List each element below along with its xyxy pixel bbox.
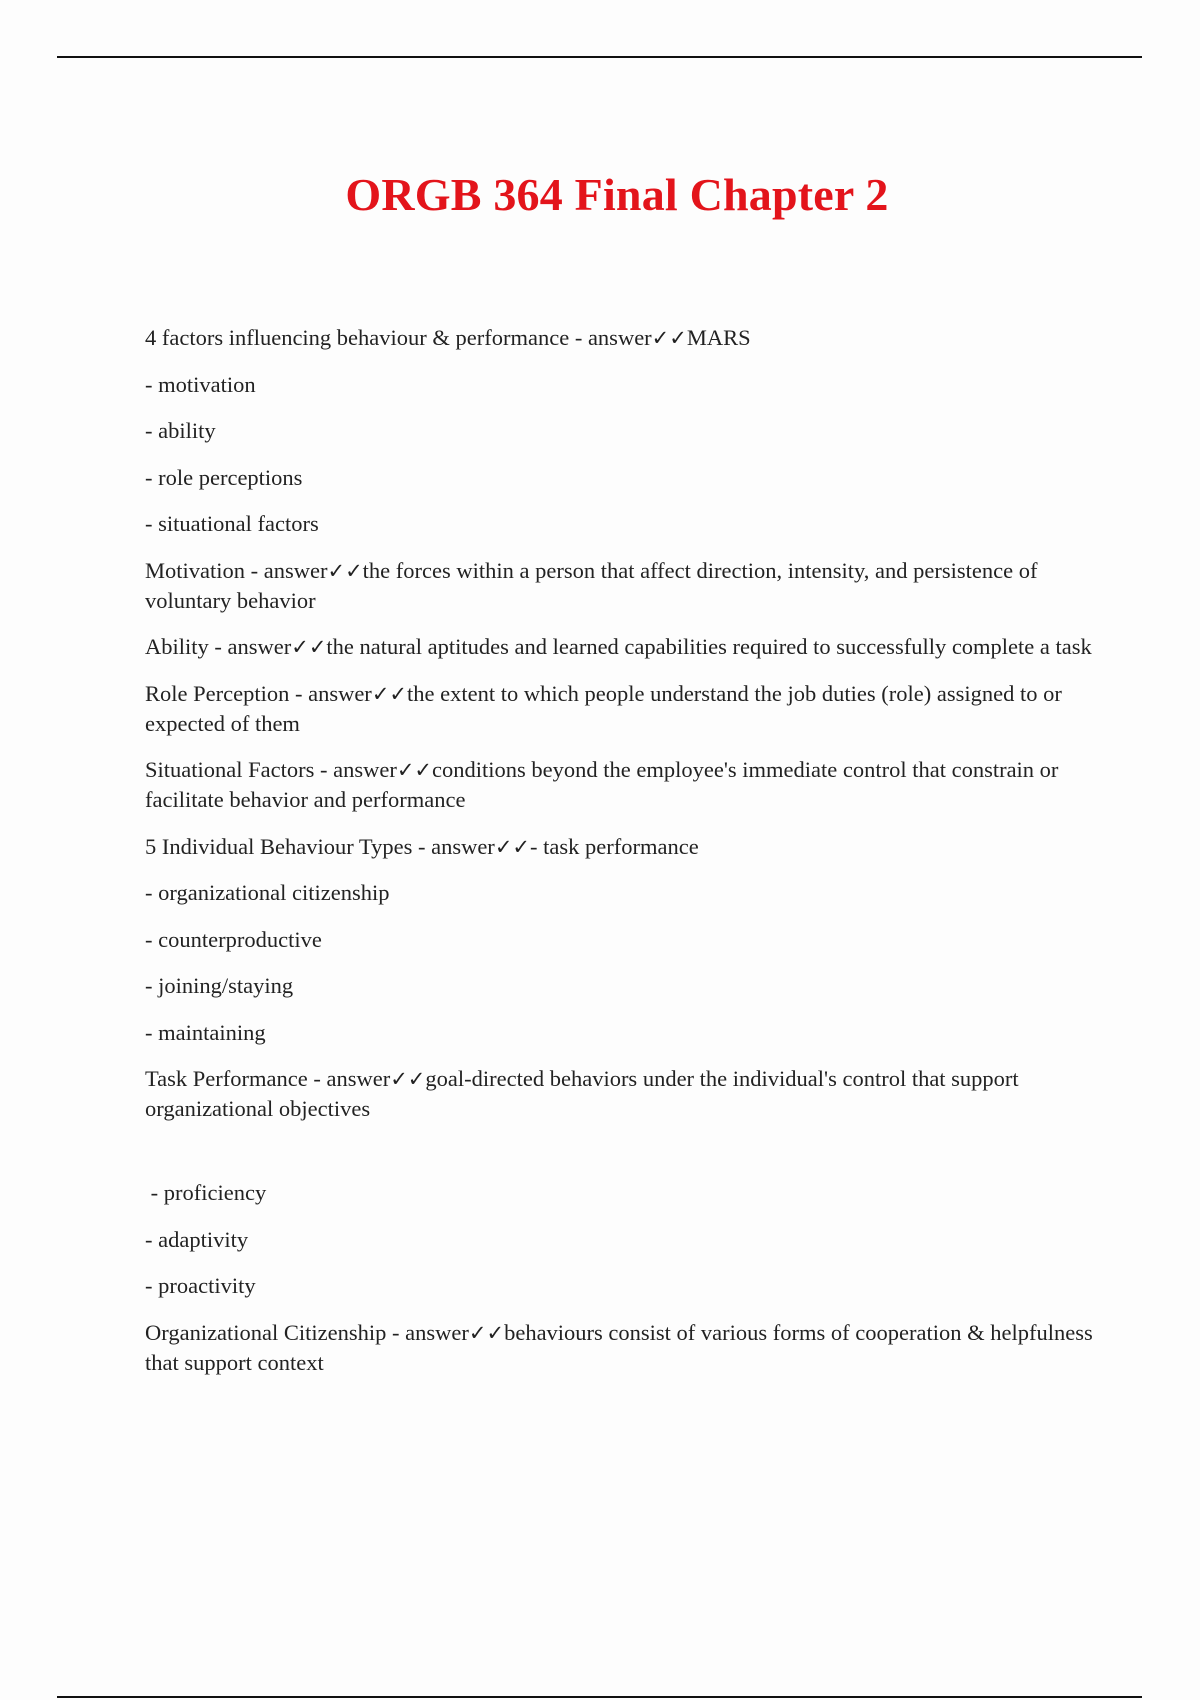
entry-term: Situational Factors - answer	[145, 757, 397, 782]
list-item: - role perceptions	[145, 464, 303, 490]
entry-answer: goal-directed behaviors under the individual's control that support organizational objectives	[145, 1066, 1019, 1121]
double-check-icon: ✓✓	[327, 558, 363, 583]
list-item: - motivation	[145, 371, 256, 397]
qa-entry	[145, 1064, 1095, 1124]
list-item: - proactivity	[145, 1273, 256, 1298]
entry-answer: MARS	[686, 325, 751, 350]
qa-entry	[145, 632, 1095, 662]
list-item: - proficiency	[145, 1180, 267, 1205]
double-check-icon: ✓✓	[468, 1320, 505, 1345]
entry-answer: behaviours consist of various forms of cooperation & helpfulness that support context	[145, 1319, 1093, 1375]
list-item: - joining/staying	[145, 973, 294, 998]
header-rule	[57, 56, 1142, 58]
list-item: - counterproductive	[145, 926, 322, 952]
entry-answer: conditions beyond the employee's immediate control that constrain or facilitate behavior and performance	[145, 757, 1059, 812]
qa-entry	[145, 323, 1095, 353]
qa-entry	[145, 556, 1095, 616]
double-check-icon: ✓✓	[651, 326, 687, 350]
entry-term: Motivation - answer	[145, 557, 328, 583]
double-check-icon: ✓✓	[494, 834, 531, 859]
double-check-icon: ✓✓	[390, 1067, 426, 1091]
entry-answer: - task performance	[530, 833, 699, 859]
entry-term: Task Performance - answer	[145, 1066, 391, 1091]
list-item: - ability	[145, 418, 216, 443]
double-check-icon: ✓✓	[371, 681, 408, 706]
entry-answer: the forces within a person that affect direction, intensity, and persistence of voluntary behavior	[145, 557, 1038, 613]
double-check-icon: ✓✓	[291, 635, 327, 659]
list-item: - adaptivity	[145, 1226, 249, 1252]
qa-entry	[145, 755, 1095, 815]
document-title: ORGB 364 Final Chapter 2	[345, 169, 889, 220]
list-item: - situational factors	[145, 511, 319, 536]
footer-rule	[57, 1696, 1142, 1698]
qa-entry	[145, 679, 1095, 739]
double-check-icon: ✓✓	[396, 758, 433, 782]
list-item: - organizational citizenship	[145, 880, 390, 905]
entry-term: 5 Individual Behaviour Types - answer	[145, 833, 495, 859]
entry-term: 4 factors influencing behaviour & performance - answer	[145, 325, 652, 350]
entry-term: Role Perception - answer	[145, 680, 372, 706]
entry-answer: the extent to which people understand the job duties (role) assigned to or expected of them	[145, 680, 1062, 736]
entry-term: Organizational Citizenship - answer	[145, 1319, 469, 1345]
document-body	[145, 323, 1095, 1394]
list-item: - maintaining	[145, 1019, 266, 1045]
qa-entry	[145, 832, 1095, 862]
entry-term: Ability - answer	[145, 634, 292, 659]
entry-answer: the natural aptitudes and learned capabilities required to successfully complete a task	[326, 634, 1092, 659]
qa-entry	[145, 1318, 1095, 1378]
